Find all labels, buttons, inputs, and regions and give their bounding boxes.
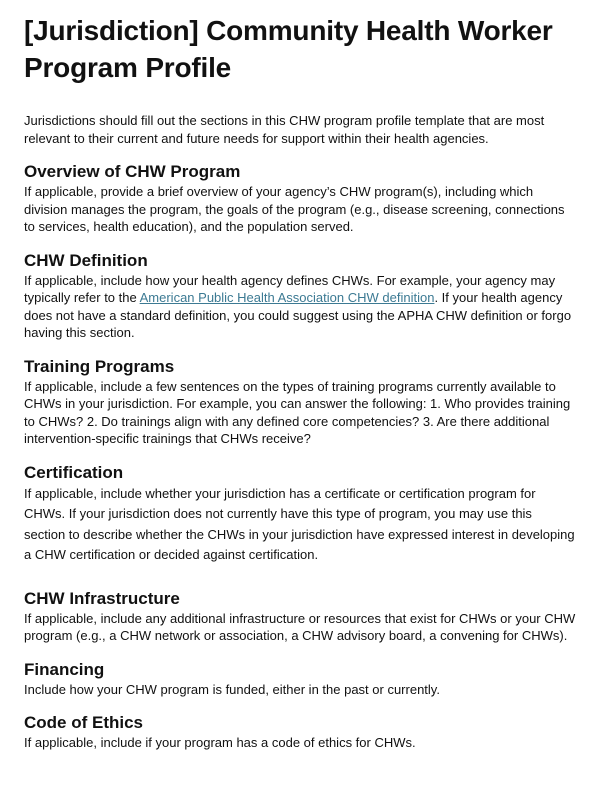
section-training (24, 356, 576, 448)
section-heading-certification: Certification (24, 462, 124, 482)
section-heading-training: Training Programs (24, 356, 175, 376)
section-body-training: If applicable, include a few sentences on the types of training programs currently available to CHWs in your jurisdiction. For example, you can answer the following: 1. Who provides training to CHWs? 2. Do trainings align with any defined core competencies? 3. Are there additional intervention-specific trainings that CHWs receive? (24, 378, 571, 446)
apha-definition-link[interactable]: American Public Health Association CHW definition (139, 290, 435, 305)
section-infrastructure (24, 588, 576, 645)
title-line-2: Program Profile (24, 52, 232, 83)
section-ethics (24, 712, 576, 752)
section-definition (24, 250, 576, 342)
section-body-certification: If applicable, include whether your jurisdiction has a certificate or certification program for CHWs. If your jurisdiction does not currently have this type of program, you may use this section to describe whether the CHWs in your jurisdiction have expressed interest in developing a CHW certification or decided against certification. (24, 485, 575, 562)
section-body-financing: Include how your CHW program is funded, either in the past or currently. (24, 681, 440, 697)
section-body-definition (24, 272, 576, 342)
section-overview (24, 161, 576, 236)
section-heading-infrastructure: CHW Infrastructure (24, 588, 180, 608)
document-title (24, 12, 576, 86)
section-heading-ethics: Code of Ethics (24, 713, 144, 732)
section-heading-financing: Financing (24, 659, 105, 679)
section-heading-overview: Overview of CHW Program (24, 162, 241, 181)
section-financing (24, 659, 576, 699)
section-body-overview: If applicable, provide a brief overview of your agency’s CHW program(s), including which division manages the program, the goals of the program (e.g., disease screening, connections to services, health education), and the population served. (24, 184, 565, 234)
title-line-1: [Jurisdiction] Community Health Worker (24, 15, 553, 46)
section-certification (24, 462, 576, 566)
section-heading-definition: CHW Definition (24, 250, 148, 270)
intro-paragraph: Jurisdictions should fill out the sections in this CHW program profile template that are most relevant to their current and future needs for support within their health agencies. (24, 113, 545, 146)
definition-text-before: If applicable, include how your health agency defines CHWs. For example, your agency may typically refer to the (24, 272, 556, 305)
section-body-ethics: If applicable, include if your program has a code of ethics for CHWs. (24, 735, 416, 750)
section-body-infrastructure: If applicable, include any additional infrastructure or resources that exist for CHWs or your CHW program (e.g., a CHW network or association, a CHW advisory board, a convening for CHWs). (24, 610, 576, 643)
definition-text-after: . If your health agency does not have a standard definition, you could suggest using the APHA CHW definition or forgo having this section. (24, 290, 572, 340)
